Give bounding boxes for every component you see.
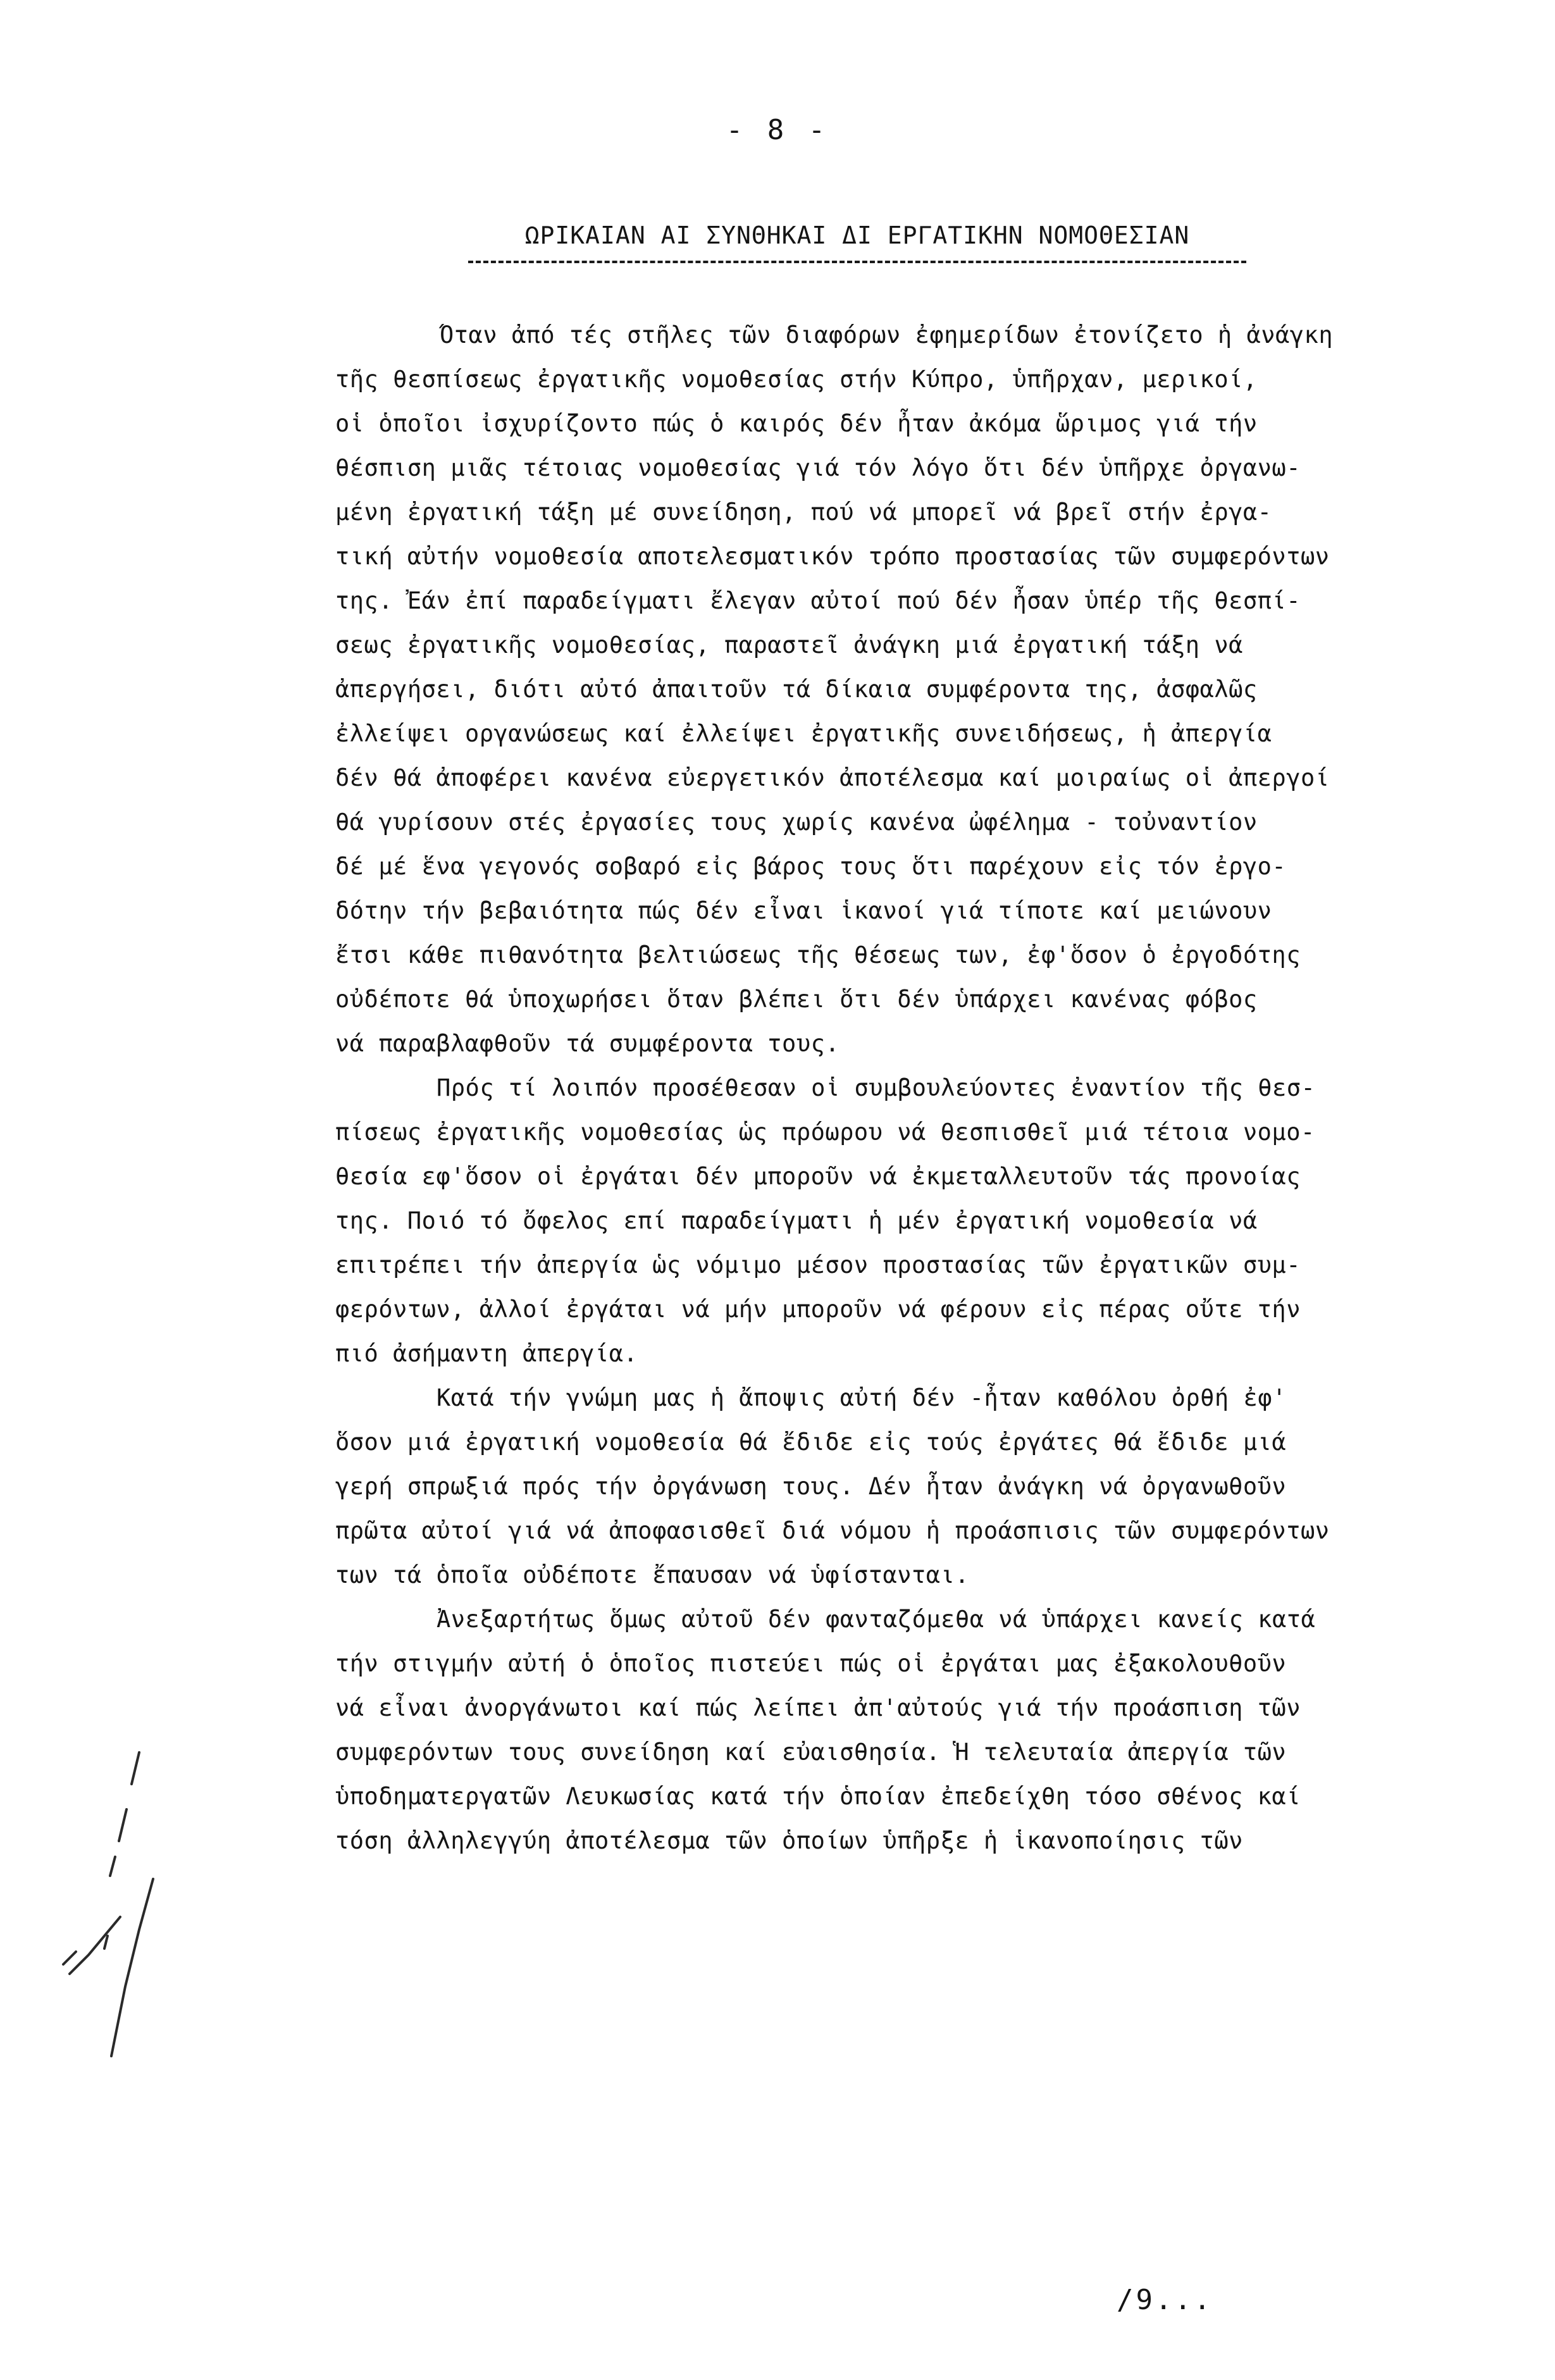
text-line: των τά ὁποῖα οὐδέποτε ἔπαυσαν νά ὑφίστανται. bbox=[335, 1561, 970, 1589]
text-line: πίσεως ἐργατικῆς νομοθεσίας ὡς πρόωρου νά θεσπισθεῖ μιά τέτοια νομο- bbox=[335, 1119, 1315, 1146]
text-line: της. Ποιό τό ὄφελος επί παραδείγματι ἡ μέν ἐργατική νομοθεσία νά bbox=[335, 1207, 1258, 1234]
text-line: τόση ἀλληλεγγύη ἀποτέλεσμα τῶν ὁποίων ὑπῆρξε ἡ ἱκανοποίησις τῶν bbox=[335, 1827, 1243, 1854]
text-line: ἀπεργήσει, διότι αὐτό ἀπαιτοῦν τά δίκαια συμφέροντα της, ἀσφαλῶς bbox=[335, 676, 1258, 703]
text-line: θεσία εφ'ὅσον οἱ ἐργάται δέν μποροῦν νά ἐκμεταλλευτοῦν τάς προνοίας bbox=[335, 1163, 1301, 1190]
text-line: μένη ἐργατική τάξη μέ συνείδηση, πού νά μπορεῖ νά βρεῖ στήν ἐργα- bbox=[335, 499, 1272, 526]
section-heading: ΩΡΙΚΑΙΑΝ ΑΙ ΣΥΝΘΗΚΑΙ ΔΙ ΕΡΓΑΤΙΚΗΝ ΝΟΜΟΘΕΣΙΑΝ bbox=[524, 221, 1190, 249]
page-number: - 8 - bbox=[726, 114, 829, 146]
text-line: πιό ἀσήμαντη ἀπεργία. bbox=[335, 1340, 638, 1367]
body-text bbox=[335, 313, 1461, 1863]
text-line: πρῶτα αὐτοί γιά νά ἀποφασισθεῖ διά νόμου ἡ προάσπισις τῶν συμφερόντων bbox=[335, 1517, 1330, 1544]
text-line: ἔτσι κάθε πιθανότητα βελτιώσεως τῆς θέσεως των, ἐφ'ὅσον ὁ ἐργοδότης bbox=[335, 941, 1301, 969]
text-line: ἐλλείψει οργανώσεως καί ἐλλείψει ἐργατικῆς συνειδήσεως, ἡ ἀπεργία bbox=[335, 720, 1272, 747]
text-line: δέ μέ ἕνα γεγονός σοβαρό εἰς βάρος τους ὅτι παρέχουν εἰς τόν ἐργο- bbox=[335, 853, 1287, 880]
text-line: δέν θά ἀποφέρει κανένα εὐεργετικόν ἀποτέλεσμα καί μοιραίως οἱ ἀπεργοί bbox=[335, 764, 1330, 791]
text-line: Ἀνεξαρτήτως ὅμως αὐτοῦ δέν φανταζόμεθα νά ὑπάρχει κανείς κατά bbox=[437, 1606, 1316, 1633]
text-line: δότην τήν βεβαιότητα πώς δέν εἶναι ἱκανοί γιά τίποτε καί μειώνουν bbox=[335, 897, 1272, 924]
heading-underline bbox=[468, 261, 1246, 263]
text-line: της. Ἐάν ἐπί παραδείγματι ἔλεγαν αὐτοί πού δέν ἦσαν ὑπέρ τῆς θεσπί- bbox=[335, 587, 1301, 614]
text-line: τήν στιγμήν αὐτή ὁ ὁποῖος πιστεύει πώς οἱ ἐργάται μας ἐξακολουθοῦν bbox=[335, 1650, 1287, 1677]
text-line: Πρός τί λοιπόν προσέθεσαν οἱ συμβουλεύοντες ἐναντίον τῆς θεσ- bbox=[437, 1074, 1316, 1101]
text-line: Όταν ἀπό τές στῆλες τῶν διαφόρων ἐφημερίδων ἐτονίζετο ἡ ἀνάγκη bbox=[440, 321, 1334, 349]
text-line: γερή σπρωξιά πρός τήν ὀργάνωση τους. Δέν ἦταν ἀνάγκη νά ὀργανωθοῦν bbox=[335, 1473, 1287, 1500]
text-line: νά παραβλαφθοῦν τά συμφέροντα τους. bbox=[335, 1030, 840, 1057]
text-line: ὅσον μιά ἐργατική νομοθεσία θά ἔδιδε εἰς τούς ἐργάτες θά ἔδιδε μιά bbox=[335, 1429, 1287, 1456]
handwritten-margin-marks bbox=[44, 1746, 196, 2062]
text-line: τική αὐτήν νομοθεσία αποτελεσματικόν τρόπο προστασίας τῶν συμφερόντων bbox=[335, 543, 1330, 570]
text-line: φερόντων, ἀλλοί ἐργάται νά μήν μποροῦν νά φέρουν εἰς πέρας οὔτε τήν bbox=[335, 1296, 1301, 1323]
text-line: οἱ ὁποῖοι ἰσχυρίζοντο πώς ὁ καιρός δέν ἦταν ἀκόμα ὥριμος γιά τήν bbox=[335, 410, 1258, 437]
text-line: Κατά τήν γνώμη μας ἡ ἄποψις αὐτή δέν -ἦταν καθόλου ὀρθή ἐφ' bbox=[437, 1384, 1287, 1411]
text-line: σεως ἐργατικῆς νομοθεσίας, παραστεῖ ἀνάγκη μιά ἐργατική τάξη νά bbox=[335, 631, 1243, 659]
continuation-marker: /9... bbox=[1117, 2284, 1213, 2316]
text-line: ὑποδηματεργατῶν Λευκωσίας κατά τήν ὁποίαν ἐπεδείχθη τόσο σθένος καί bbox=[335, 1783, 1301, 1810]
text-line: θέσπιση μιᾶς τέτοιας νομοθεσίας γιά τόν λόγο ὅτι δέν ὑπῆρχε ὀργανω- bbox=[335, 454, 1301, 481]
text-line: επιτρέπει τήν ἀπεργία ὡς νόμιμο μέσον προστασίας τῶν ἐργατικῶν συμ- bbox=[335, 1251, 1301, 1279]
text-line: θά γυρίσουν στές ἐργασίες τους χωρίς κανένα ὠφέλημα - τοὐναντίον bbox=[335, 809, 1258, 836]
text-line: νά εἶναι ἀνοργάνωτοι καί πώς λείπει ἀπ'αὐτούς γιά τήν προάσπιση τῶν bbox=[335, 1694, 1301, 1721]
text-line: συμφερόντων τους συνείδηση καί εὐαισθησία. Ἡ τελευταία ἀπεργία τῶν bbox=[335, 1739, 1287, 1766]
text-line: τῆς θεσπίσεως ἐργατικῆς νομοθεσίας στήν Κύπρο, ὑπῆρχαν, μερικοί, bbox=[335, 366, 1258, 393]
text-line: οὐδέποτε θά ὑποχωρήσει ὅταν βλέπει ὅτι δέν ὑπάρχει κανένας φόβος bbox=[335, 986, 1258, 1013]
